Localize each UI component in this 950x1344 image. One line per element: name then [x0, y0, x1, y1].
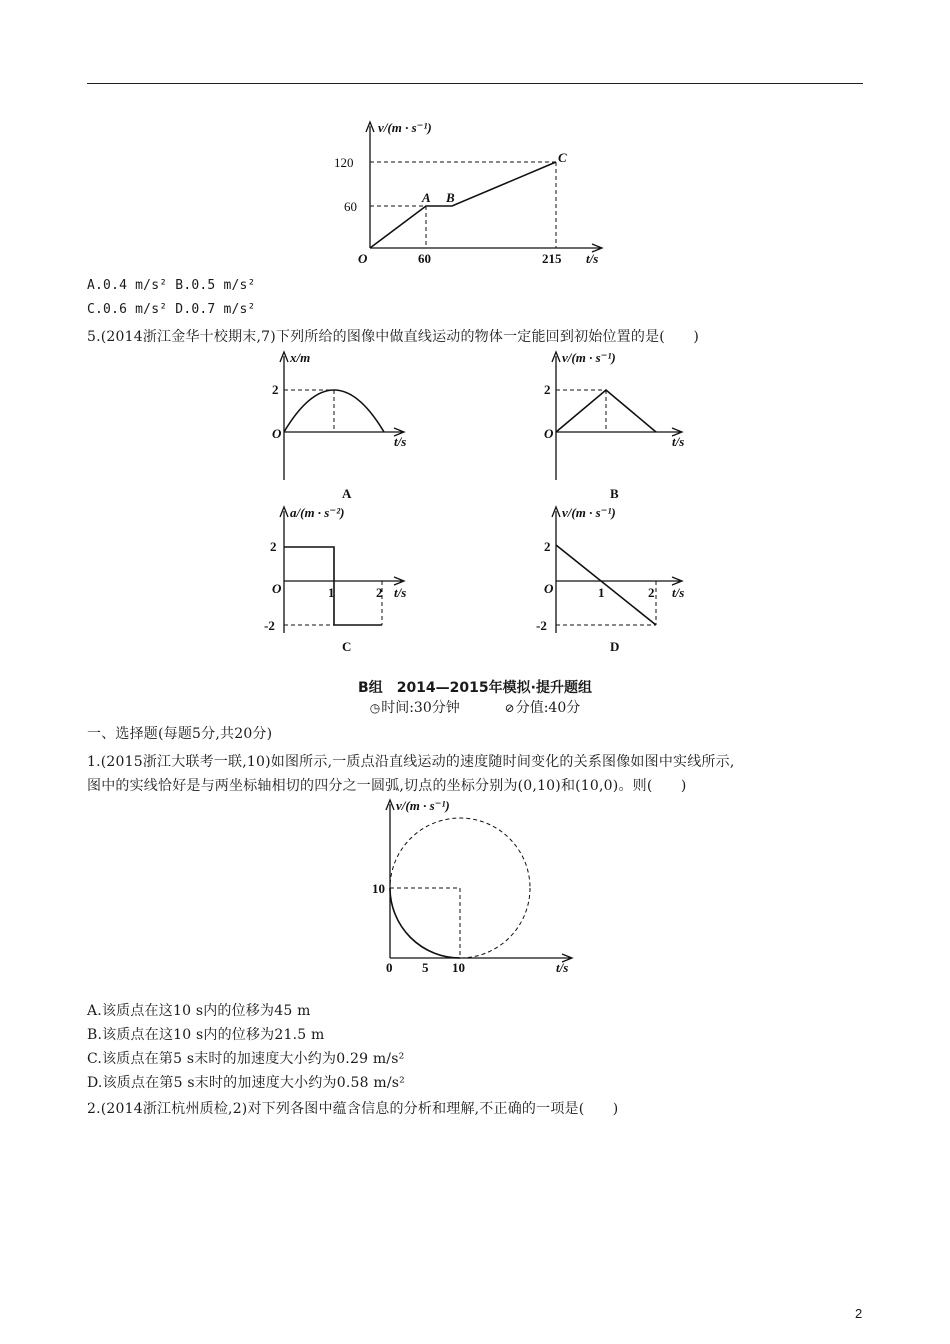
point-a-label: A: [422, 190, 431, 205]
graph-c-x-tick-1: 1: [328, 585, 335, 600]
section-meta: [0, 697, 950, 717]
graph-d-y-tick-neg: -2: [536, 618, 547, 633]
graph-c-x-tick-2: 2: [376, 585, 383, 600]
page-number: 2: [855, 1306, 863, 1321]
q1-option-d: D.该质点在第5 s末时的加速度大小约为0.58 m/s²: [87, 1075, 405, 1091]
graph-a-origin: O: [272, 426, 282, 441]
graph-d-caption: D: [610, 639, 620, 654]
y-tick-120: 120: [334, 155, 354, 170]
q1-vt-graph: [368, 798, 588, 978]
q1-y-label: v/(m · s⁻¹): [396, 798, 450, 813]
graph-c: [262, 505, 442, 655]
q1-line1: 1.(2015浙江大联考一联,10)如图所示,一质点沿直线运动的速度随时间变化的关系图像如图中实线所示,: [87, 754, 735, 770]
graph-b-y-tick: 2: [544, 382, 551, 397]
q4-options-row2: C.0.6 m/s² D.0.7 m/s²: [87, 302, 256, 317]
y-axis-label: v/(m · s⁻¹): [378, 120, 432, 135]
graph-a-y-tick: 2: [272, 382, 279, 397]
graph-c-y-tick-neg: -2: [264, 618, 275, 633]
graph-c-caption: C: [342, 639, 352, 654]
q1-option-c: C.该质点在第5 s末时的加速度大小约为0.29 m/s²: [87, 1051, 405, 1067]
point-b-label: B: [446, 190, 455, 205]
graph-d-origin: O: [544, 581, 554, 596]
graph-c-origin: O: [272, 581, 282, 596]
graph-b-origin: O: [544, 426, 554, 441]
graph-b-caption: B: [610, 486, 619, 501]
graph-b-x-label: t/s: [672, 434, 685, 449]
section-title: B组 2014—2015年模拟·提升题组: [358, 680, 592, 696]
section-score: 分值:40分: [515, 700, 581, 716]
graph-a-y-label: x/m: [290, 350, 311, 365]
y-tick-60: 60: [344, 199, 357, 214]
x-tick-215: 215: [542, 251, 562, 266]
graph-d: [534, 505, 714, 655]
graph-c-x-label: t/s: [394, 585, 407, 600]
x-tick-60: 60: [418, 251, 431, 266]
q2-stem: 2.(2014浙江杭州质检,2)对下列各图中蕴含信息的分析和理解,不正确的一项是( ): [87, 1101, 619, 1117]
q1-x-tick-10: 10: [452, 960, 465, 975]
graph-b: [534, 350, 714, 500]
graph-d-x-tick-1: 1: [598, 585, 605, 600]
graph-a-caption: A: [342, 486, 352, 501]
graph-d-x-tick-2: 2: [648, 585, 655, 600]
point-c-label: C: [558, 150, 567, 165]
q1-x-label: t/s: [556, 960, 569, 975]
graph-c-y-label: a/(m · s⁻²): [290, 505, 345, 520]
q4-options-row1: A.0.4 m/s² B.0.5 m/s²: [87, 278, 256, 293]
x-axis-label: t/s: [586, 251, 599, 266]
part1-heading: 一、选择题(每题5分,共20分): [87, 726, 273, 742]
graph-a: [262, 350, 442, 500]
graph-d-y-label: v/(m · s⁻¹): [562, 505, 616, 520]
q5-stem: 5.(2014浙江金华十校期末,7)下列所给的图像中做直线运动的物体一定能回到初始位置的是( ): [87, 329, 699, 345]
check-circle-icon: ⊘: [504, 701, 515, 715]
q1-option-b: B.该质点在这10 s内的位移为21.5 m: [87, 1027, 325, 1043]
graph-d-y-tick-pos: 2: [544, 539, 551, 554]
header-rule: [87, 83, 863, 84]
graph-a-x-label: t/s: [394, 434, 407, 449]
graph-b-y-label: v/(m · s⁻¹): [562, 350, 616, 365]
q1-x-tick-5: 5: [422, 960, 429, 975]
clock-icon: ◷: [369, 701, 381, 715]
graph-d-x-label: t/s: [672, 585, 685, 600]
q1-x-tick-0: 0: [386, 960, 393, 975]
section-time: 时间:30分钟: [381, 700, 460, 716]
q1-y-tick-10: 10: [372, 881, 385, 896]
q4-vt-graph: [330, 118, 620, 273]
origin-label: O: [358, 251, 368, 266]
graph-c-y-tick-pos: 2: [270, 539, 277, 554]
q1-option-a: A.该质点在这10 s内的位移为45 m: [87, 1003, 311, 1019]
q1-line2: 图中的实线恰好是与两坐标轴相切的四分之一圆弧,切点的坐标分别为(0,10)和(10,0)。则( ): [87, 778, 687, 794]
